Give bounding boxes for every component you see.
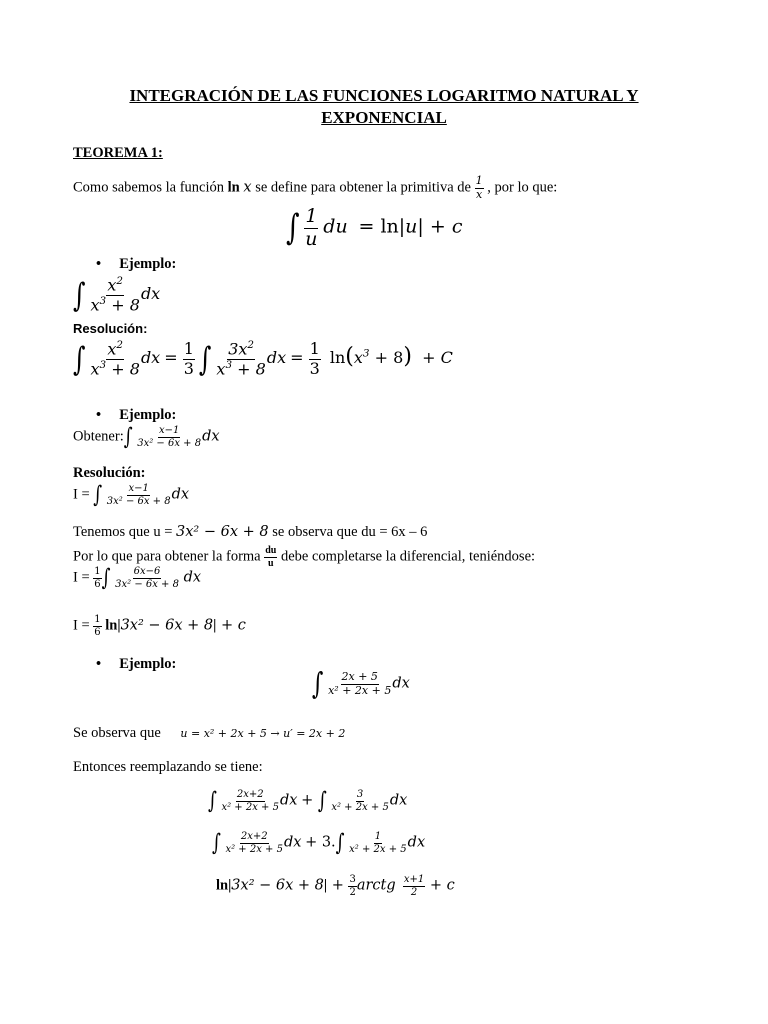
example-2-label: • Ejemplo:: [96, 407, 177, 423]
entonces-line: Entonces reemplazando se tiene:: [73, 759, 263, 775]
example-1-integral: ∫ $\frac{x^2}{x^3 + 8}$ dx: [73, 275, 161, 315]
example-3-label: • Ejemplo:: [96, 656, 177, 672]
resolucion-2-label: Resolución:: [73, 465, 146, 481]
example-3-step2: ∫ $\frac{2x+2}{\text{x² + 2x + 5}}$ dx + 3.∫ $\frac{1}{\text{x² + 2x + 5}}$ dx: [212, 829, 426, 857]
example-3-result: ln|3x² − 6x + 8| + $\frac{3}{2}$ arctg $\frac{x+1}{2}$ + c: [216, 874, 455, 898]
resolucion-2-integral: I = ∫ $\frac{x-1}{\text{3x² − 6x + 8}}$ dx: [73, 481, 190, 509]
example-1-label: • Ejemplo:: [96, 256, 177, 272]
porlo-line: Por lo que para obtener la forma $\frac{du}{u}$ debe completarse la diferencial, teniéndose:: [73, 545, 536, 569]
intro-text-c: , por lo que:: [483, 179, 558, 196]
se-observa-line: Se observa que u = x² + 2x + 5 → u′ = 2x + 2: [73, 725, 346, 741]
resolucion-1-formula: ∫ $\frac{x^2}{x^3 + 8}$ dx = $\frac{1}{3}$ ∫ $\frac{3x^2}{x^3 + 8}$ dx = $\frac{1}{3}$ $\ln(x^3 + 8) + C$: [73, 339, 453, 379]
intro-text-b: se define para obtener la primitiva de: [251, 179, 475, 196]
resolucion-1-label: Resolución:: [73, 321, 148, 336]
example-2-statement: Obtener:∫ $\frac{x-1}{\text{3x² − 6x + 8}}$ dx: [73, 423, 220, 451]
example-3-integral: ∫ $\frac{2x + 5}{\text{x² + 2x + 5}}$ dx: [312, 667, 410, 702]
intro-fraction: $\frac{1}{x}$: [475, 174, 483, 201]
page-title: INTEGRACIÓN DE LAS FUNCIONES LOGARITMO NATURAL Y: [129, 86, 639, 105]
theorem-formula: ∫ $\frac{1}{u}$ du = ln|u| + c: [286, 205, 463, 250]
intro-ln: ln: [227, 179, 240, 196]
resolucion-2-step: I = $\frac{1}{6}$ ∫ $\frac{6x-6}{\text{3x² − 6x + 8}}$ dx: [73, 564, 202, 592]
resolucion-2-result: I = $\frac{1}{6}$ ln|3x² − 6x + 8| + c: [73, 614, 246, 638]
intro-paragraph: [73, 175, 557, 201]
tenemos-line: Tenemos que u = 3x² − 6x + 8 se observa que du = 6x – 6: [73, 524, 428, 540]
obtener-label: Obtener:: [73, 428, 124, 445]
intro-x: x: [243, 179, 252, 196]
theorem-heading: TEOREMA 1:: [73, 145, 163, 161]
intro-text-a: Como sabemos la función: [73, 179, 228, 196]
example-3-step1: ∫ $\frac{2x+2}{\text{x² + 2x + 5}}$ dx + ∫ $\frac{3}{\text{x² + 2x + 5}}$ dx: [208, 787, 408, 815]
page-title-line2: EXPONENCIAL: [321, 108, 447, 127]
